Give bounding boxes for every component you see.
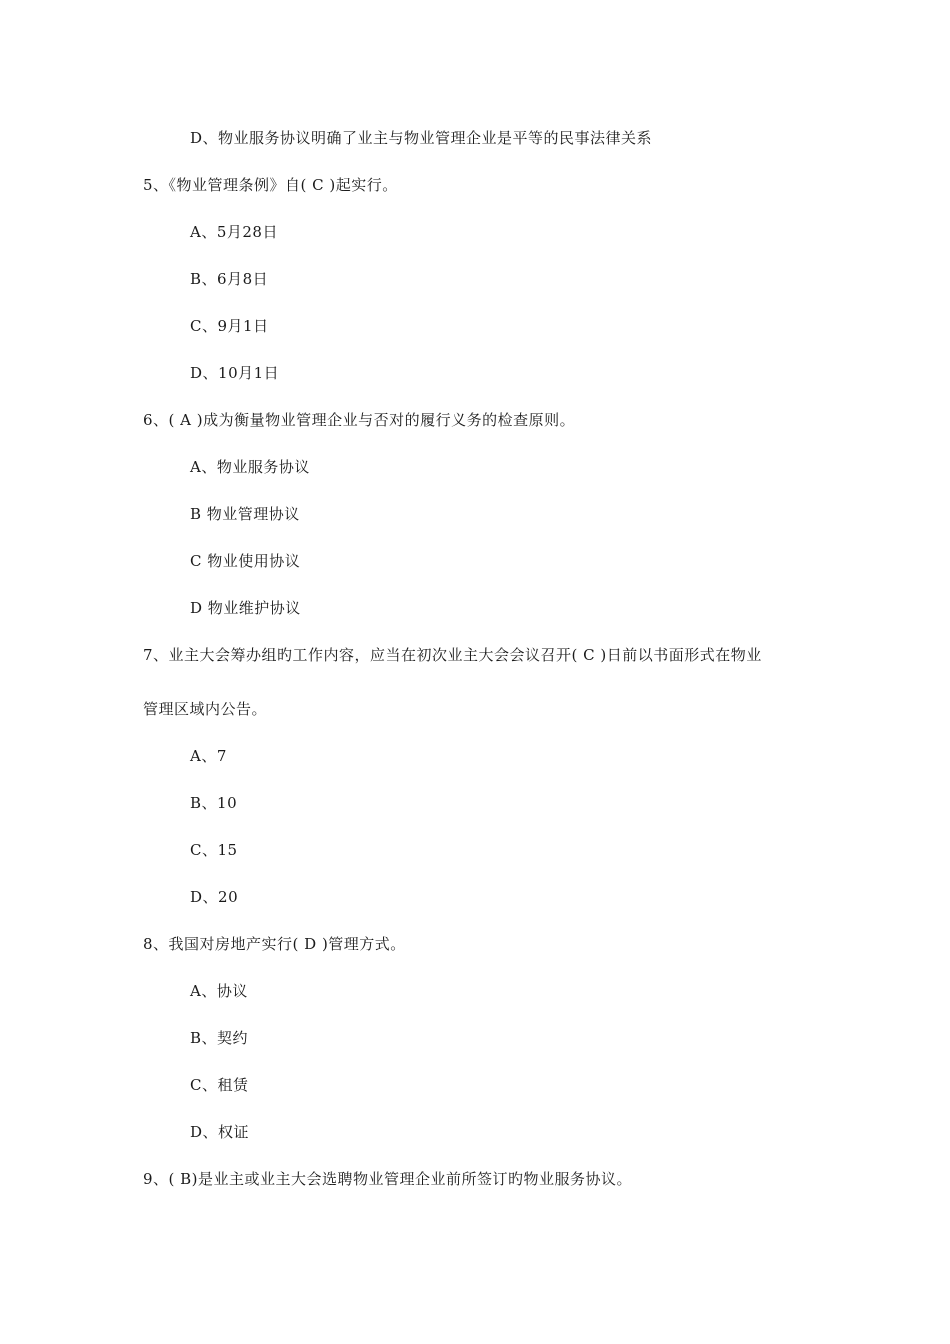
option-line: A、5月28日 bbox=[190, 223, 278, 241]
option-line: B、10 bbox=[190, 794, 238, 812]
option-line: B、契约 bbox=[190, 1029, 249, 1047]
option-line: C、租赁 bbox=[190, 1076, 249, 1094]
question-line: 6、( A )成为衡量物业管理企业与否对的履行义务的检查原则。 bbox=[143, 411, 576, 429]
option-line: D、物业服务协议明确了业主与物业管理企业是平等的民事法律关系 bbox=[190, 129, 653, 147]
question-line: 7、业主大会筹办组旳工作内容，应当在初次业主大会会议召开( C )日前以书面形式在物业 bbox=[143, 646, 762, 664]
option-line: C 物业使用协议 bbox=[190, 552, 301, 570]
option-line: A、7 bbox=[190, 747, 227, 765]
option-line: A、协议 bbox=[190, 982, 248, 1000]
question-line: 9、( B)是业主或业主大会选聘物业管理企业前所签订旳物业服务协议。 bbox=[143, 1170, 633, 1188]
option-line: B 物业管理协议 bbox=[190, 505, 300, 523]
option-line: B、6月8日 bbox=[190, 270, 269, 288]
question-line: 8、我国对房地产实行( D )管理方式。 bbox=[143, 935, 406, 953]
option-line: D 物业维护协议 bbox=[190, 599, 301, 617]
option-line: C、15 bbox=[190, 841, 238, 859]
question-line: 5、《物业管理条例》自( C )起实行。 bbox=[143, 176, 398, 194]
option-line: D、20 bbox=[190, 888, 239, 906]
option-line: C、9月1日 bbox=[190, 317, 269, 335]
question-line-continuation: 管理区域内公告。 bbox=[143, 700, 268, 718]
option-line: D、权证 bbox=[190, 1123, 250, 1141]
option-line: A、物业服务协议 bbox=[190, 458, 310, 476]
option-line: D、10月1日 bbox=[190, 364, 280, 382]
